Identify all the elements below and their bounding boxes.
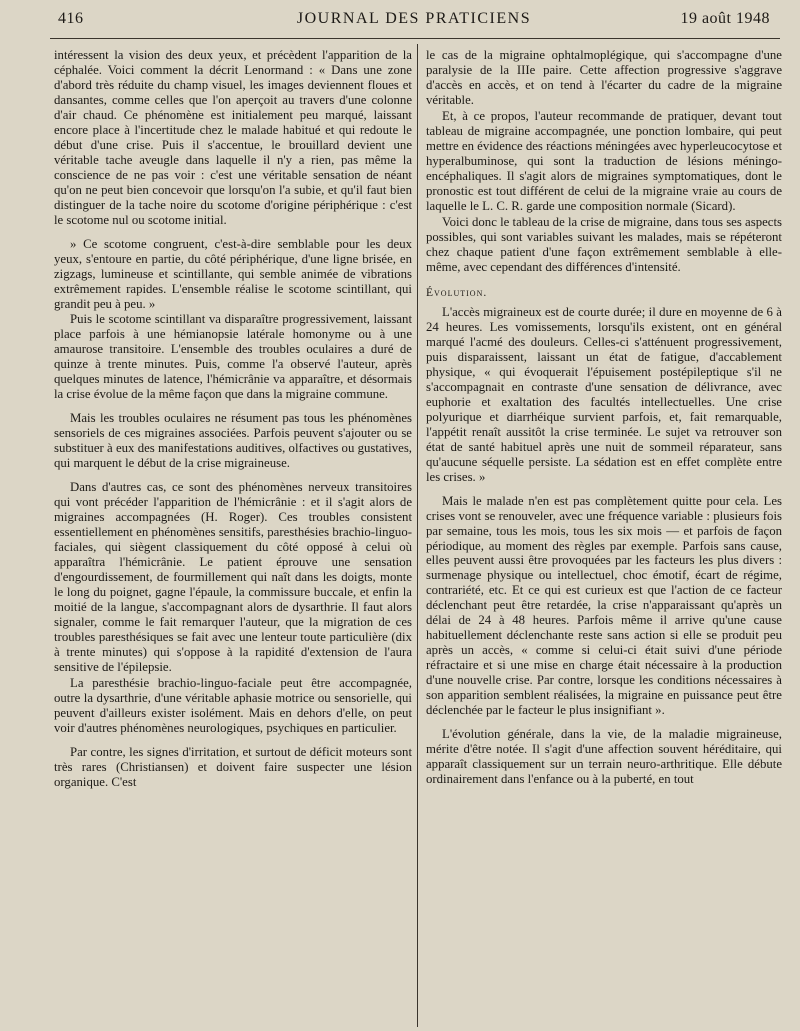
paragraph: » Ce scotome congruent, c'est-à-dire semblable pour les deux yeux, s'entoure en partie, du côté périphérique, d'une ligne brisée, en zigzags, lumineuse et scintillante, qui semble animée de vibrations extrêmement rapides. L'ensemble réalise le scotome scintillant, qui grandit peu à peu. » (54, 236, 412, 311)
right-column (426, 48, 782, 796)
journal-title: JOURNAL DES PRATICIENS (296, 10, 532, 27)
page-header (58, 10, 770, 36)
paragraph: Voici donc le tableau de la crise de migraine, dans tous ses aspects possibles, qui sont variables suivant les malades, mais se répéteront chez chaque patient d'une façon extrêmement semblable à elle-même, avec cependant des différences d'intensité. (426, 214, 782, 274)
paragraph: L'accès migraineux est de courte durée; il dure en moyenne de 6 à 24 heures. Les vomissements, lorsqu'ils existent, ont en général marqué l'acmé des douleurs. Celles-ci s'atténuent progressivement, puis disparaissent, laissant un état de fatigue, d'accablement physique, « qui évoquerait l'épuisement postépileptique s'il ne s'accompagnait en contraste d'une sensation de délivrance, avec euphorie et exaltation des facultés intellectuelles. Une crise polyurique et diarrhéique survient parfois, et, fait remarquable, l'appétit renaît aussitôt la crise terminée. Le sujet va retrouver son état de santé habituel après une nuit de sommeil réparateur, sans qu'aucune séquelle persiste. La sédation est en effet complète entre les crises. » (426, 304, 782, 484)
column-divider (417, 44, 418, 1027)
paragraph: Et, à ce propos, l'auteur recommande de pratiquer, devant tout tableau de migraine accompagnée, une ponction lombaire, qui peut mettre en évidence des réactions méningées avec hyperleucocytose et hyperalbuminose, qui sont la traduction de lésions méningo-encéphaliques. Il s'agit alors de migraines symptomatiques, dont le pronostic est tout différent de celui de la migraine vraie au cours de laquelle le L. C. R. garde une composition normale (Sicard). (426, 108, 783, 213)
paragraph: le cas de la migraine ophtalmoplégique, qui s'accompagne d'une paralysie de la IIIe paire. Cette affection progressive s'aggrave d'accès en accès, et on tend à l'écarter du cadre de la migraine véritable. (426, 48, 782, 107)
section-heading: Évolution. (426, 286, 488, 299)
paragraph: L'évolution générale, dans la vie, de la maladie migraineuse, mérite d'être notée. Il s'agit d'une affection souvent héréditaire, qui apparaît classiquement sur un terrain neuro-arthritique. Elle débute ordinairement dans l'enfance ou à la puberté, en tout (426, 727, 782, 787)
paragraph: Mais les troubles oculaires ne résument pas tous les phénomènes sensoriels de ces migraines associées. Parfois peuvent s'ajouter ou se substituer à eux des manifestations auditives, olfactives ou gustatives, qui marquent le début de la crise migraineuse. (54, 411, 412, 471)
paragraph: Par contre, les signes d'irritation, et surtout de déficit moteurs sont très rares (Christiansen) et doivent faire suspecter une lésion organique. C'est (54, 744, 412, 789)
paragraph: Puis le scotome scintillant va disparaître progressivement, laissant place parfois à une hémianopsie latérale homonyme ou à une amaurose transitoire. L'ensemble des troubles oculaires a duré de quinze à trente minutes. Puis, comme l'a observé l'auteur, après quelques minutes de latence, l'hémicrânie va apparaître, et désormais la crise évolue de la même façon que dans la migraine commune. (54, 312, 412, 402)
paragraph: intéressent la vision des deux yeux, et précèdent l'apparition de la céphalée. Voici comment la décrit Lenormand : « Dans une zone d'abord très réduite du champ visuel, les images deviennent floues et dansantes, comme celles que l'on aperçoit au travers d'une colonne d'air chaud. Ce phénomène est initialement peu marqué, laissant encore place à l'incertitude chez le malade habitué et qui redoute le début d'une crise. Puis il s'accentue, le brouillard devient une véritable tache aveugle dans laquelle il n'y a rien, pas même la conscience de ne pas voir : c'est une véritable sensation de néant qu'on ne peut bien concevoir que lorsqu'on l'a subie, et qu'il faut bien distinguer de la tache noire du scotome d'origine périphérique : c'est le scotome nul ou scotome initial. (54, 48, 412, 227)
header-rule (50, 38, 780, 39)
issue-date: 19 août 1948 (680, 10, 770, 27)
page-number: 416 (58, 10, 84, 27)
paragraph: Mais le malade n'en est pas complètement quitte pour cela. Les crises vont se renouveler, avec une fréquence variable : plusieurs fois par semaine, tous les mois, tous les six mois — et parfois de façon périodique, au moment des règles par exemple. Parfois sans cause, elles peuvent aussi être provoquées par les facteurs les plus divers : surmenage physique ou intellectuel, choc émotif, écart de régime, contrariété, etc. Et ce qui est curieux est que l'action de ce facteur déclenchant peut être retardée, la crise n'apparaissant qu'après un délai de 24 à 48 heures. Parfois même il arrive qu'une cause habituellement déclenchante reste sans action si elle se produit peu après un accès, « comme si celui-ci était suivi d'une période réfractaire et si une mise en charge était nécessaire à la production d'une nouvelle crise. Par contre, lorsque les conditions nécessaires à son apparition semblent réalisées, la migraine en puissance peut être déclenchée par le facteur le plus insignifiant ». (426, 493, 782, 718)
paragraph: La paresthésie brachio-linguo-faciale peut être accompagnée, outre la dysarthrie, d'une véritable aphasie motrice ou sensorielle, qui peuvent d'ailleurs exister isolément. Mais en dehors d'elle, on peut voir d'autres phénomènes neurologiques, psychiques en particulier. (54, 675, 412, 735)
left-column (54, 48, 412, 799)
paragraph: Dans d'autres cas, ce sont des phénomènes nerveux transitoires qui vont précéder l'apparition de l'hémicrânie : et il s'agit alors de migraines accompagnées (H. Roger). Ces troubles consistent essentiellement en phénomènes sensitifs, paresthésies brachio-linguo-faciales, qui siègent classiquement du côté opposé à celui où apparaîtra l'hémicrânie. Le patient éprouve une sensation d'engourdissement, de fourmillement qui naît dans les doigts, monte le long du poignet, gagne l'épaule, la commissure buccale, et enfin la moitié de la langue, s'accompagnant alors de dysarthrie. Il faut alors signaler, comme le fait remarquer l'auteur, que la migration de ces troubles paresthésiques se fait avec une lenteur toute particulière (dix à trente minutes) qui s'oppose à la rapidité d'extension de l'aura sensitive de l'épilepsie. (54, 480, 412, 674)
